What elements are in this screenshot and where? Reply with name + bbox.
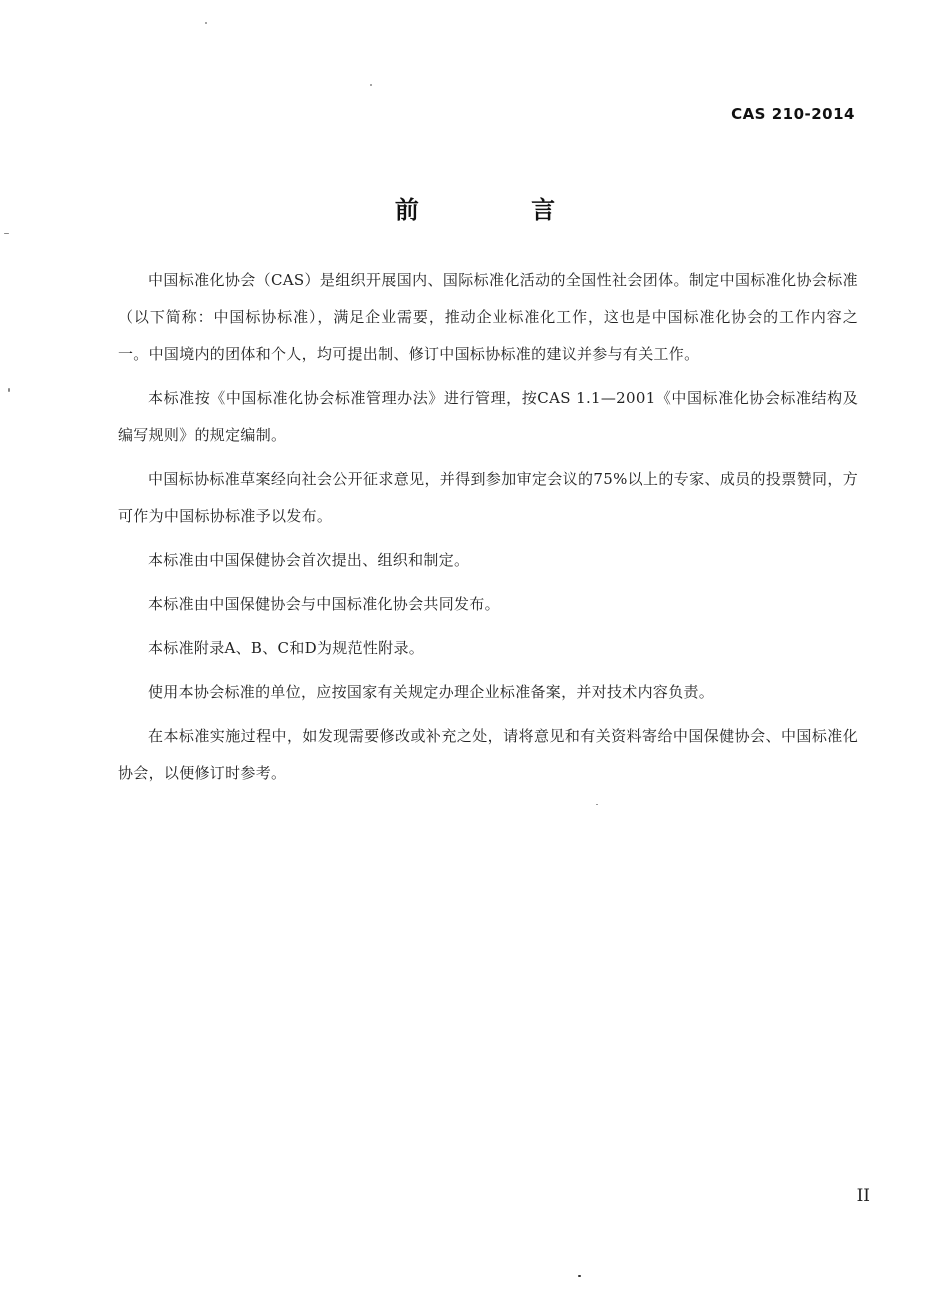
page-number: II	[856, 1186, 870, 1206]
paragraph-approval: 中国标协标准草案经向社会公开征求意见，并得到参加审定会议的75%以上的专家、成员的投票赞同，方可作为中国标协标准予以发布。	[118, 470, 858, 525]
paragraph-publisher: 本标准由中国保健协会与中国标准化协会共同发布。	[148, 595, 500, 613]
standard-code: CAS 210-2014	[731, 105, 855, 123]
paragraph-cas-intro: 中国标准化协会（CAS）是组织开展国内、国际标准化活动的全国性社会团体。制定中国标准化协会标准（以下简称：中国标协标准），满足企业需要，推动企业标准化工作，这也是中国标准化协会的工作内容之一。中国境内的团体和个人，均可提出制、修订中国标协标准的建议并参与有关工作。	[118, 271, 858, 363]
scan-speck	[8, 388, 10, 392]
page-title: 前 言	[394, 196, 608, 224]
paragraph-feedback: 在本标准实施过程中，如发现需要修改或补充之处，请将意见和有关资料寄给中国保健协会、中国标准化协会，以便修订时参考。	[118, 727, 858, 782]
scan-speck	[370, 84, 372, 86]
paragraph-users: 使用本协会标准的单位，应按国家有关规定办理企业标准备案，并对技术内容负责。	[148, 683, 715, 701]
foreword-body	[118, 262, 858, 799]
scan-speck	[205, 22, 207, 24]
paragraph-annexes: 本标准附录A、B、C和D为规范性附录。	[148, 639, 425, 657]
paragraph-management: 本标准按《中国标准化协会标准管理办法》进行管理，按CAS 1.1—2001《中国标准化协会标准结构及编写规则》的规定编制。	[118, 389, 858, 444]
scan-speck	[596, 804, 598, 805]
paragraph-proposer: 本标准由中国保健协会首次提出、组织和制定。	[148, 551, 470, 569]
scan-speck	[578, 1275, 581, 1277]
scan-speck	[4, 233, 9, 234]
